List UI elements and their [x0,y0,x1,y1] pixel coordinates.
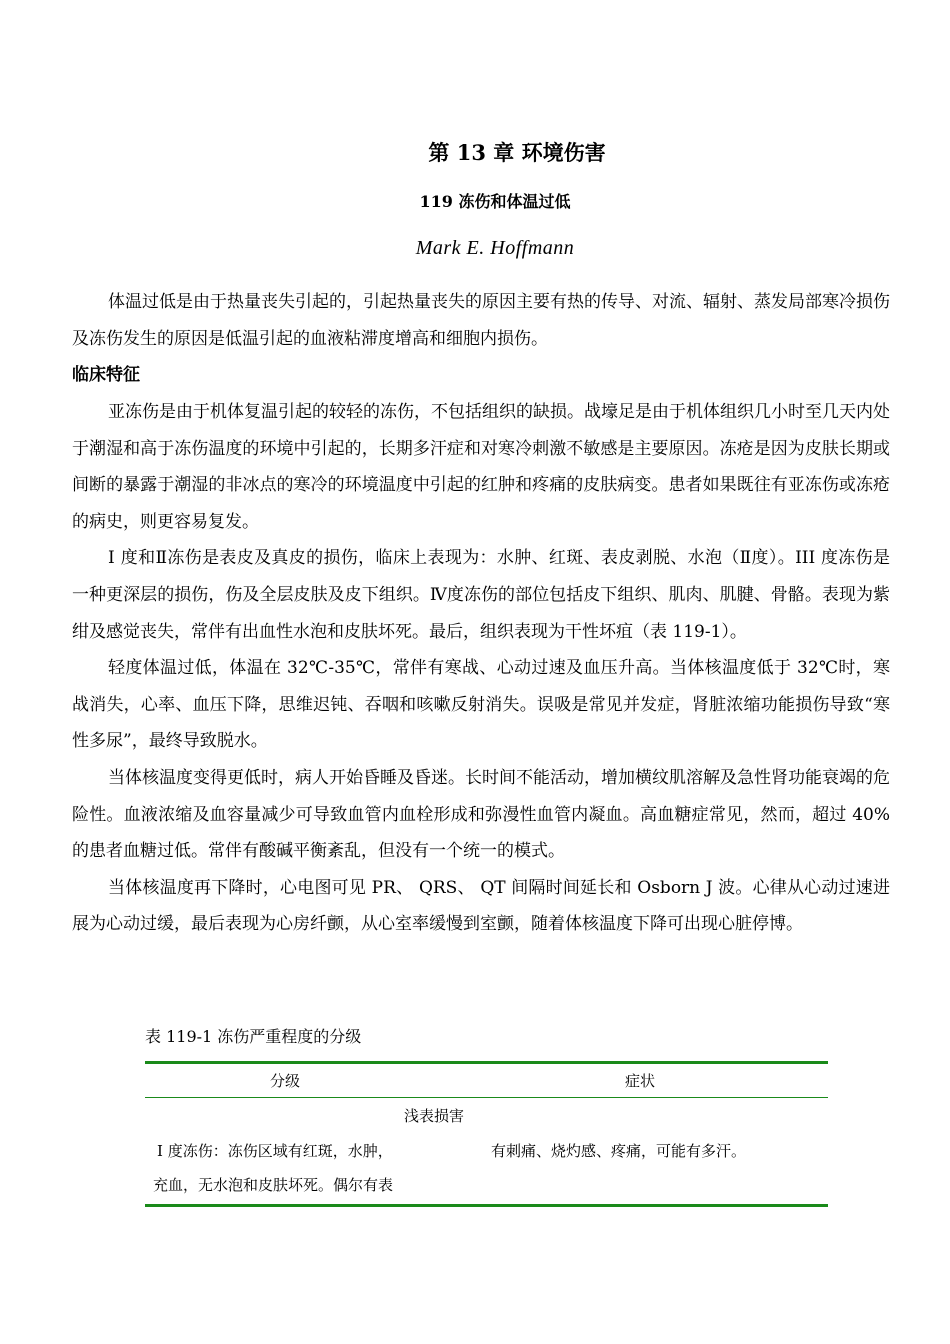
intro-text: 体温过低是由于热量丧失引起的，引起热量丧失的原因主要有热的传导、对流、辐射、蒸发局部寒冷损伤及冻伤发生的原因是低温引起的血液粘滞度增高和细胞内损伤。 [72,292,890,349]
paragraph-mild-hypothermia: 轻度体温过低，体温在 32℃-35℃，常伴有寒战、心动过速及血压升高。当体核温度低于 32℃时，寒战消失，心率、血压下降，思维迟钝、吞咽和咳嗽反射消失。误吸是常见并发症，肾脏浓缩功能损伤导致“寒性多尿”，最终导致脱水。 [72,658,890,752]
author: Mark E. Hoffmann [415,237,575,259]
table-header-rule [145,1097,828,1098]
table-top-rule [145,1061,828,1064]
body-paragraphs [72,394,890,943]
chapter-title: 第 13 章 环境伤害 [428,140,606,165]
column-header-symptom: 症状 [625,1072,656,1090]
frostbite-grading-table [145,1061,828,1207]
table-bottom-rule [145,1204,828,1207]
table-group-label: 浅表损害 [404,1107,465,1125]
table-cell-grade-continued: 充血，无水泡和皮肤坏死。偶尔有表 [153,1176,394,1194]
paragraph-subfrostbite: 亚冻伤是由于机体复温引起的较轻的冻伤，不包括组织的缺损。战壕足是由于机体组织几小时至几天内处于潮湿和高于冻伤温度的环境中引起的，长期多汗症和对寒冷刺激不敏感是主要原因。冻疮是因为皮肤长期或间断的暴露于潮湿的非冰点的寒冷的环境温度中引起的红肿和疼痛的皮肤病变。患者如果既往有亚冻伤或冻疮的病史，则更容易复发。 [72,402,890,532]
intro-paragraph [72,284,890,357]
paragraph-severe-hypothermia: 当体核温度变得更低时，病人开始昏睡及昏迷。长时间不能活动，增加横纹肌溶解及急性肾功能衰竭的危险性。血液浓缩及血容量减少可导致血管内血栓形成和弥漫性血管内凝血。高血糖症常见，然而，超过 40%的患者血糖过低。常伴有酸碱平衡紊乱，但没有一个统一的模式。 [72,767,890,862]
column-header-grade: 分级 [270,1072,301,1090]
table-cell-grade: Ⅰ 度冻伤：冻伤区域有红斑，水肿， [157,1142,393,1160]
table-cell-symptom: 有刺痛、烧灼感、疼痛，可能有多汗。 [491,1142,747,1160]
paragraph-ecg: 当体核温度再下降时，心电图可见 PR、 QRS、 QT 间隔时间延长和 Osborn J 波。心律从心动过速进展为心动过缓，最后表现为心房纤颤，从心室率缓慢到室颤，随着体核温度下降可出现心脏停博。 [72,877,890,935]
table-caption: 表 119-1 冻伤严重程度的分级 [145,1027,362,1046]
paragraph-frostbite-degrees: Ⅰ 度和Ⅱ冻伤是表皮及真皮的损伤，临床上表现为：水肿、红斑、表皮剥脱、水泡（Ⅱ度）。III 度冻伤是一种更深层的损伤，伤及全层皮肤及皮下组织。Ⅳ度冻伤的部位包括皮下组织、肌肉、肌腱、骨骼。表现为紫绀及感觉丧失，常伴有出血性水泡和皮肤坏死。最后，组织表现为干性坏疽（表 119-1）。 [72,548,890,642]
clinical-heading: 临床特征 [72,365,140,385]
section-title: 119 冻伤和体温过低 [419,192,571,211]
